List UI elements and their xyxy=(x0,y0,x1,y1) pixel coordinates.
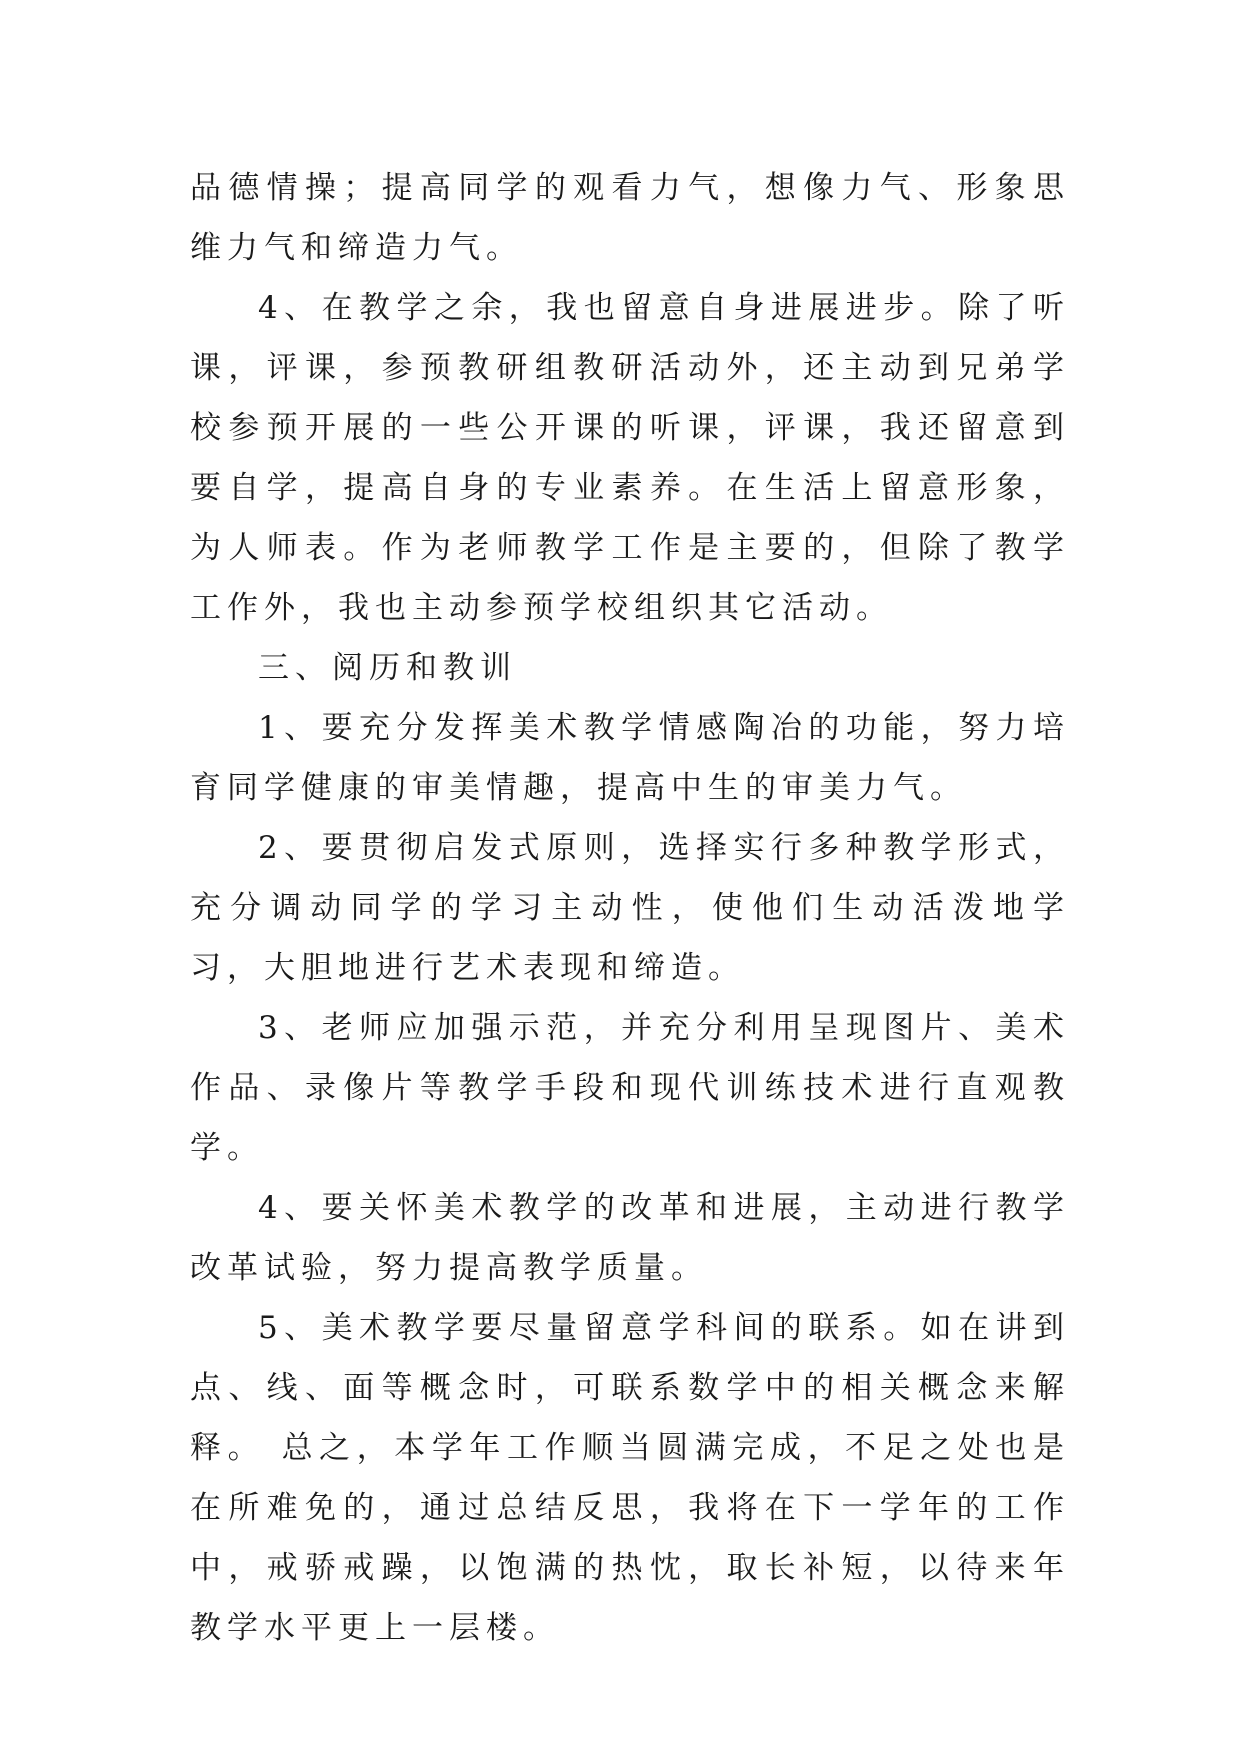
paragraph-lesson-3: 3、老师应加强示范，并充分利用呈现图片、美术作品、录像片等教学手段和现代训练技术进行直观教学。 xyxy=(190,1010,1070,1166)
paragraph-2: 4、在教学之余，我也留意自身进展进步。除了听课，评课，参预教研组教研活动外，还主动到兄弟学校参预开展的一些公开课的听课，评课，我还留意到要自学，提高自身的专业素养。在生活上留意形象，为人师表。作为老师教学工作是主要的，但除了教学工作外，我也主动参预学校组织其它活动。 xyxy=(190,290,1070,626)
paragraph-lesson-4: 4、要关怀美术教学的改革和进展，主动进行教学改革试验，努力提高教学质量。 xyxy=(190,1190,1070,1286)
paragraph-lesson-2: 2、要贯彻启发式原则，选择实行多种教学形式，充分调动同学的学习主动性，使他们生动活泼地学习，大胆地进行艺术表现和缔造。 xyxy=(190,830,1070,986)
document-body xyxy=(190,158,1070,1658)
paragraph-lesson-1: 1、要充分发挥美术教学情感陶冶的功能，努力培育同学健康的审美情趣，提高中生的审美力气。 xyxy=(190,710,1070,806)
paragraph-1: 品德情操；提高同学的观看力气，想像力气、形象思维力气和缔造力气。 xyxy=(190,170,1070,266)
section-heading-experience: 三、阅历和教训 xyxy=(258,650,517,686)
paragraph-lesson-5: 5、美术教学要尽量留意学科间的联系。如在讲到点、线、面等概念时，可联系数学中的相关概念来解释。 总之，本学年工作顺当圆满完成，不足之处也是在所难免的，通过总结反思，我将在下一学年的工作中，戒骄戒躁，以饱满的热忱，取长补短，以待来年教学水平更上一层楼。 xyxy=(190,1310,1070,1646)
